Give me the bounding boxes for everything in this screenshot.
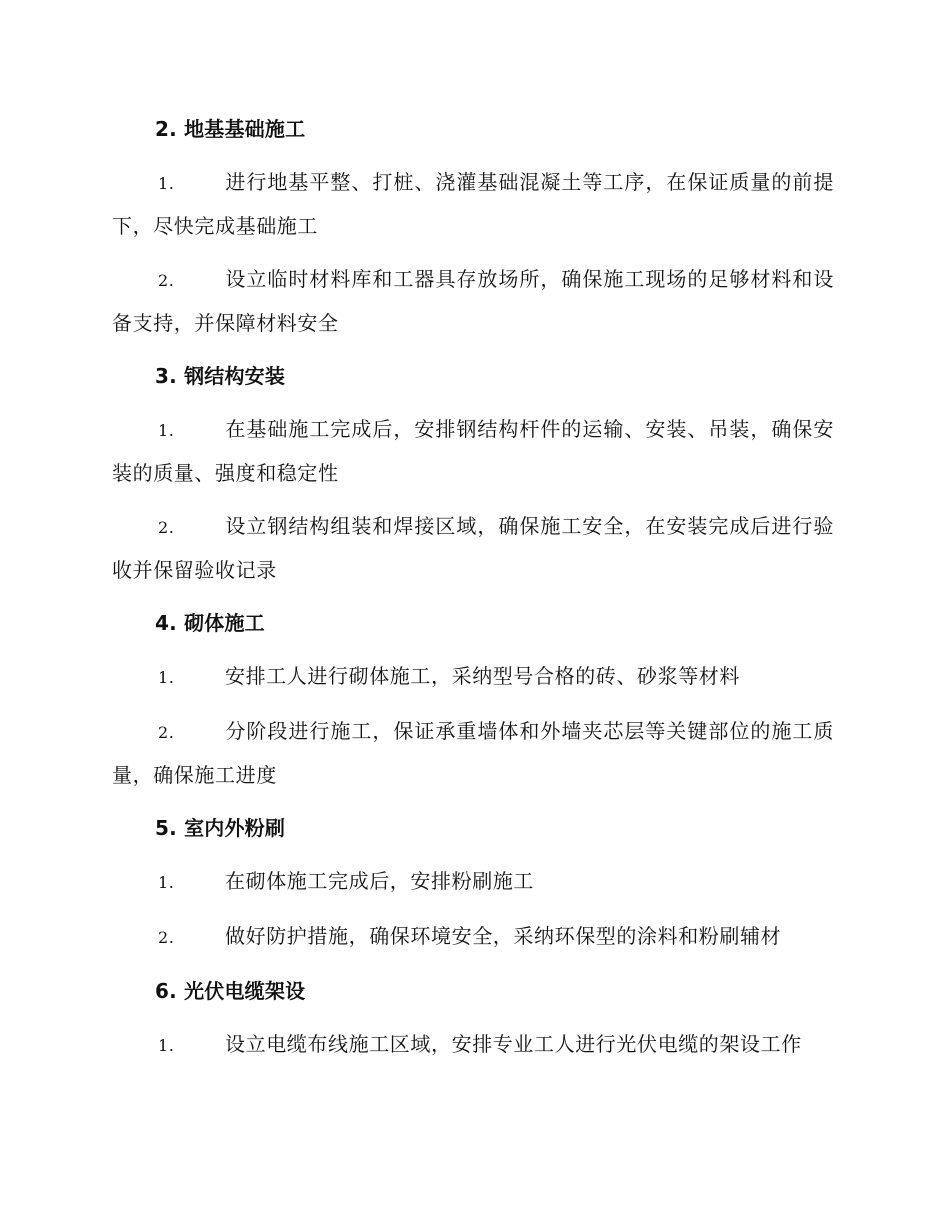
- section-heading: 5. 室内外粉刷: [155, 816, 286, 840]
- list-item: [112, 710, 834, 796]
- list-item-number: 1.: [158, 668, 175, 687]
- list-item: [112, 258, 834, 344]
- section-masonry: [112, 602, 834, 796]
- list-item-number: 1.: [158, 873, 175, 892]
- list-item-text: 安排工人进行砌体施工，采纳型号合格的砖、砂浆等材料: [225, 664, 740, 688]
- section-pv-cabling: [112, 970, 834, 1067]
- list-item: [112, 860, 834, 904]
- list-item-text: 设立临时材料库和工器具存放场所，确保施工现场的足够材料和设备支持，并保障材料安全: [112, 267, 834, 335]
- list-item: [112, 655, 834, 699]
- section-steel-structure: [112, 355, 834, 591]
- list-item-number: 2.: [158, 271, 175, 290]
- list-item-text: 在基础施工完成后，安排钢结构杆件的运输、安装、吊装，确保安装的质量、强度和稳定性: [112, 417, 834, 485]
- section-heading: 3. 钢结构安装: [155, 364, 286, 388]
- list-item: [112, 161, 834, 247]
- list-item: [112, 1023, 834, 1067]
- list-item-text: 做好防护措施，确保环境安全，采纳环保型的涂料和粉刷辅材: [225, 924, 782, 948]
- section-heading: 2. 地基基础施工: [155, 117, 306, 141]
- list-item-number: 2.: [158, 723, 175, 742]
- document-body: [112, 108, 834, 1078]
- section-heading: 6. 光伏电缆架设: [155, 979, 306, 1003]
- list-item-number: 2.: [158, 928, 175, 947]
- list-item-number: 1.: [158, 174, 175, 193]
- list-item-text: 设立电缆布线施工区域，安排专业工人进行光伏电缆的架设工作: [225, 1032, 802, 1056]
- list-item-text: 分阶段进行施工，保证承重墙体和外墙夹芯层等关键部位的施工质量，确保施工进度: [112, 719, 834, 787]
- section-plastering: [112, 807, 834, 959]
- list-item-number: 1.: [158, 421, 175, 440]
- list-item: [112, 915, 834, 959]
- list-item-number: 1.: [158, 1036, 175, 1055]
- list-item-text: 进行地基平整、打桩、浇灌基础混凝土等工序，在保证质量的前提下，尽快完成基础施工: [112, 170, 834, 238]
- list-item-number: 2.: [158, 518, 175, 537]
- section-foundation: [112, 108, 834, 344]
- list-item-text: 设立钢结构组装和焊接区域，确保施工安全，在安装完成后进行验收并保留验收记录: [112, 514, 834, 582]
- list-item: [112, 408, 834, 494]
- list-item: [112, 505, 834, 591]
- list-item-text: 在砌体施工完成后，安排粉刷施工: [225, 869, 534, 893]
- section-heading: 4. 砌体施工: [155, 611, 265, 635]
